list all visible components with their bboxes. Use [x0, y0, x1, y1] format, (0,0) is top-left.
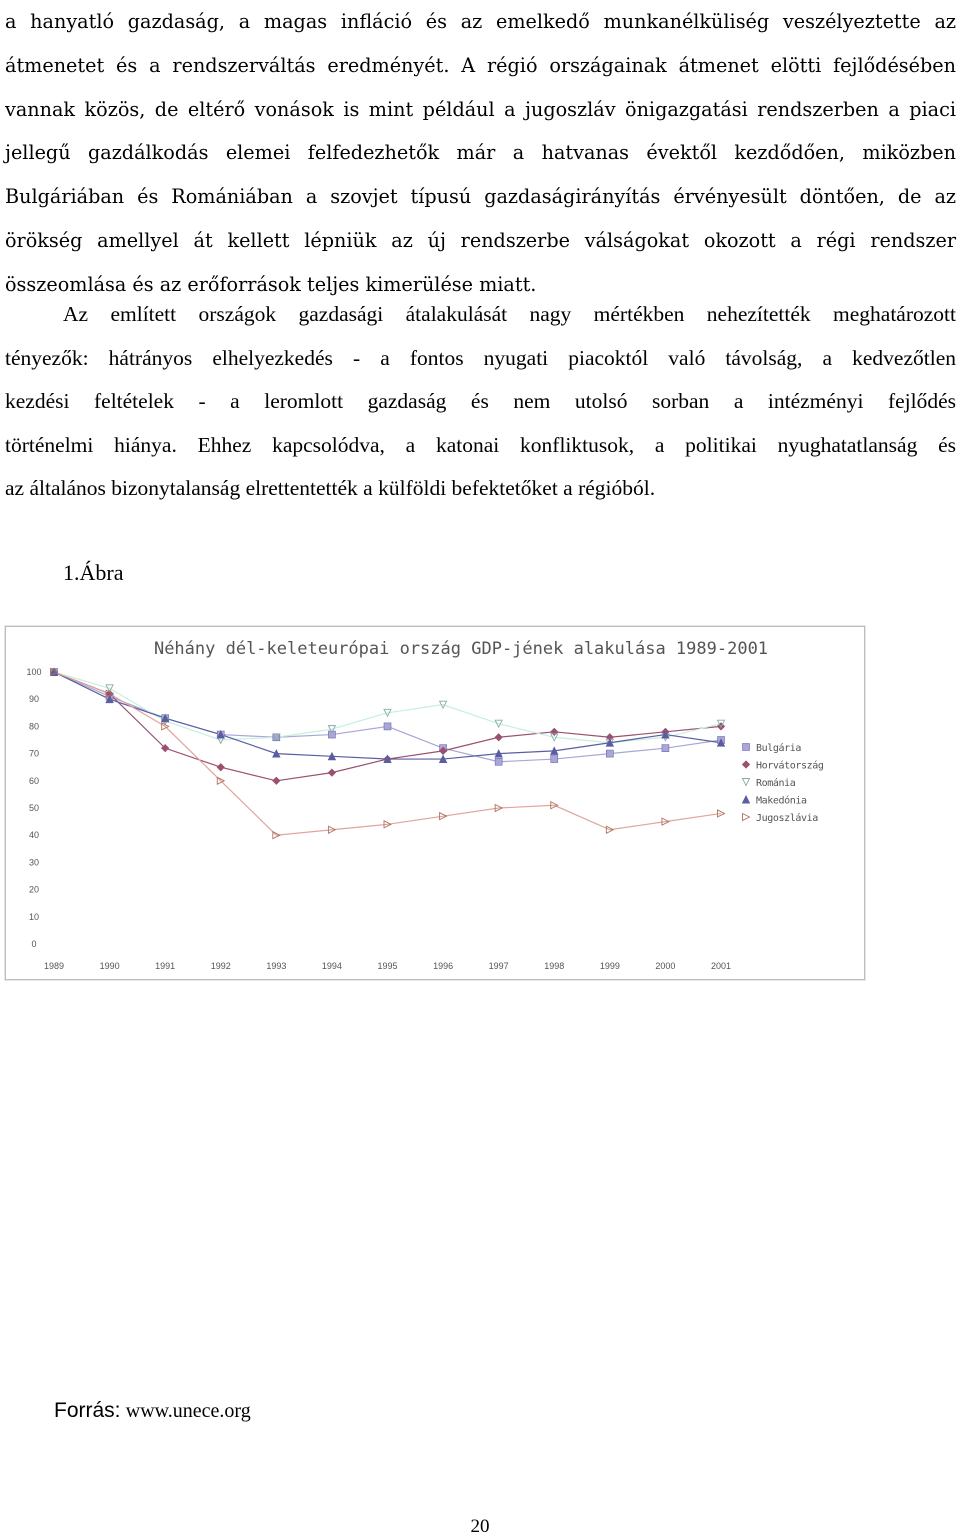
paragraph1-line: Bulgáriában és Romániában a szovjet típusú gazdaságirányítás érvényesült döntően, de az: [5, 185, 956, 209]
paragraph1-line: örökség amellyel át kellett lépniük az új rendszerbe válságokat okozott a régi rendszer: [5, 228, 956, 252]
y-tick-label: 0: [31, 939, 37, 949]
legend-marker: [743, 744, 750, 751]
legend-marker: [743, 796, 750, 803]
series-line-4: [54, 672, 721, 835]
y-tick-label: 60: [28, 775, 40, 786]
paragraph2-line: Az említett országok gazdasági átalakulását nagy mértékben nehezítették meghatározott: [63, 302, 956, 326]
legend-label: Makedónia: [756, 795, 807, 807]
data-point: [273, 777, 280, 784]
data-point: [217, 764, 224, 771]
legend-label: Jugoszlávia: [756, 813, 818, 824]
y-tick-label: 70: [28, 748, 40, 759]
y-tick-label: 30: [28, 857, 40, 868]
paragraph-2: [5, 293, 956, 511]
data-point: [384, 723, 391, 730]
legend-marker: [743, 779, 750, 786]
x-tick-label: 1990: [99, 961, 120, 971]
y-tick-label: 100: [26, 667, 42, 677]
figure-label: 1.Ábra: [63, 560, 124, 585]
x-tick-label: 1993: [266, 961, 287, 971]
x-tick-label: 2000: [655, 961, 676, 971]
y-tick-label: 40: [28, 830, 40, 841]
x-tick-label: 1989: [43, 961, 65, 971]
legend-label: Horvátország: [756, 760, 824, 772]
x-tick-label: 1991: [155, 961, 176, 971]
data-point: [606, 750, 613, 757]
data-point: [495, 758, 502, 765]
data-point: [328, 769, 335, 776]
data-point: [551, 728, 558, 735]
data-point: [495, 734, 502, 741]
paragraph1-line: összeomlása és az erőforrások teljes kimerülése miatt.: [5, 272, 537, 296]
gdp-chart: [5, 626, 865, 980]
paragraph1-line: a hanyatló gazdaság, a magas infláció és az emelkedő munkanélküliség veszélyeztette az: [5, 10, 956, 33]
source-label: Forrás:: [54, 1399, 121, 1422]
x-tick-label: 1998: [544, 961, 565, 971]
y-tick-label: 50: [28, 803, 40, 813]
paragraph2-line: az általános bizonytalanság elrettentették a külföldi befektetőket a régióból.: [5, 476, 656, 500]
x-tick-label: 1997: [488, 961, 509, 971]
paragraph2-line: történelmi hiánya. Ehhez kapcsolódva, a katonai konfliktusok, a politikai nyughatatlanság és: [5, 432, 956, 457]
y-tick-label: 80: [28, 721, 40, 732]
legend-marker: [743, 814, 750, 821]
x-tick-label: 1995: [377, 961, 398, 971]
chart-title: Néhány dél-keleteurópai ország GDP-jének alakulása 1989-2001: [153, 639, 769, 659]
legend-label: Románia: [756, 778, 796, 789]
paragraph1-line: átmenetet és a rendszerváltás eredményét. A régió országainak átmenet elötti fejlődésében: [5, 53, 956, 77]
paragraph2-line: kezdési feltételek - a leromlott gazdaság és nem utolsó sorban a intézményi fejlődés: [5, 389, 956, 413]
paragraph2-line: tényezők: hátrányos elhelyezkedés - a fontos nyugati piacoktól való távolság, a kedvezőtlen: [5, 345, 956, 370]
y-axis-ticks: [26, 667, 41, 949]
series-lines: [54, 672, 721, 835]
x-axis-ticks: [44, 961, 731, 971]
x-tick-label: 1992: [210, 961, 231, 971]
data-point: [551, 756, 558, 763]
x-tick-label: 1994: [321, 961, 342, 971]
data-point: [662, 745, 669, 752]
chart-legend: [743, 742, 824, 824]
paragraph-1: [5, 0, 956, 307]
x-tick-label: 1996: [433, 961, 454, 971]
page-number: 20: [470, 1516, 490, 1537]
paragraph1-line: jellegű gazdálkodás elemei felfedezhetők már a hatvanas évektől kezdődően, miközben: [5, 141, 956, 165]
source-citation: [54, 1398, 251, 1423]
chart-canvas: [6, 627, 864, 979]
x-tick-label: 1999: [599, 961, 620, 971]
x-tick-label: 2001: [710, 961, 732, 971]
series-line-2: [54, 672, 721, 743]
legend-marker: [743, 761, 750, 768]
source-url[interactable]: www.unece.org: [125, 1400, 251, 1422]
data-point: [273, 734, 280, 741]
series-markers: [51, 669, 725, 839]
legend-label: Bulgária: [756, 743, 801, 754]
y-tick-label: 90: [28, 694, 40, 705]
y-tick-label: 10: [28, 911, 40, 922]
y-tick-label: 20: [28, 884, 40, 895]
paragraph1-line: vannak közös, de eltérő vonások is mint például a jugoszláv önigazgatási rendszerben a piaci: [5, 97, 956, 121]
